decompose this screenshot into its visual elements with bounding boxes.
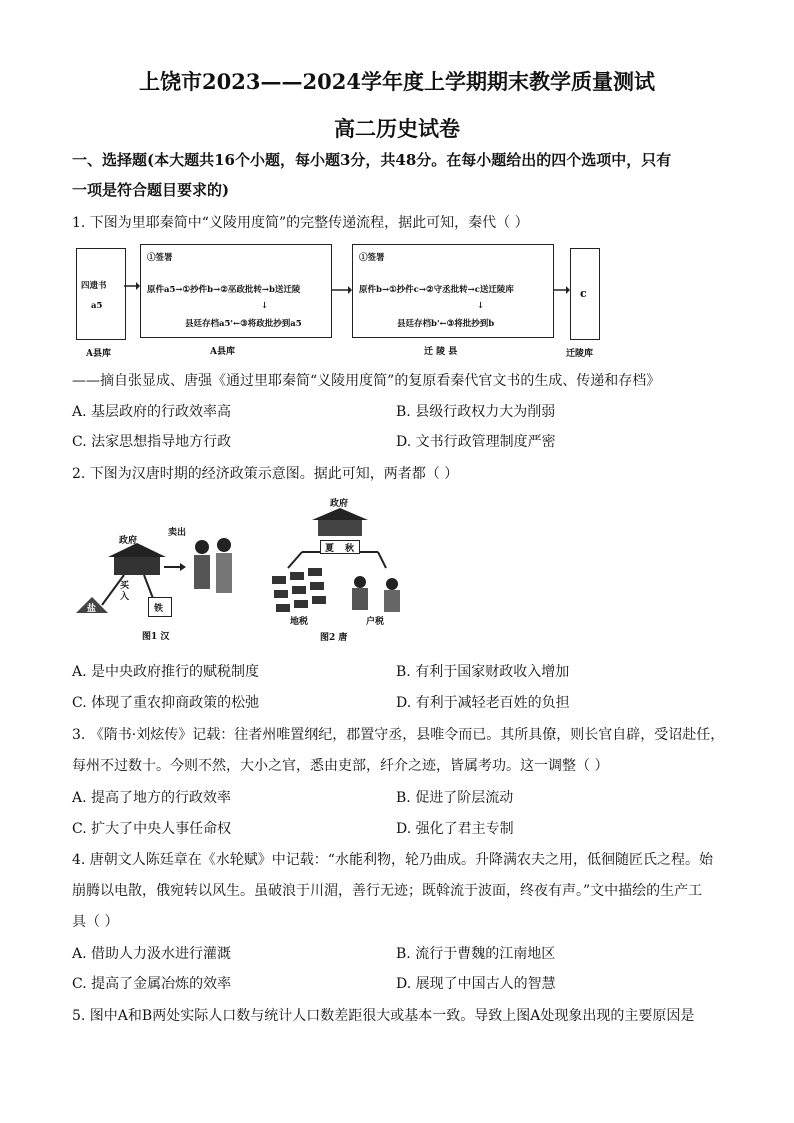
q3-stem-line2: 每州不过数十。今则不然，大小之官，悉由吏部，纤介之迹，皆属考功。这一调整（ ） — [72, 758, 609, 774]
box-c — [570, 248, 600, 340]
han-caption: 图1 汉 — [142, 632, 170, 642]
han-sell-label: 卖出 — [168, 528, 187, 538]
q1-option-c[interactable]: C. 法家思想指导地方行政 — [72, 434, 232, 450]
q3-option-d[interactable]: D. 强化了君主专制 — [396, 821, 514, 837]
tang-land-tax-label: 地税 — [290, 617, 309, 627]
q3-option-c[interactable]: C. 扩大了中央人事任命权 — [72, 821, 232, 837]
q4-option-d[interactable]: D. 展现了中国古人的智慧 — [396, 976, 556, 992]
q1-option-b[interactable]: B. 县级行政权力大为削弱 — [396, 404, 556, 420]
q3-option-a[interactable]: A. 提高了地方的行政效率 — [72, 790, 232, 806]
q2-option-c[interactable]: C. 体现了重农抑商政策的松弛 — [72, 695, 260, 711]
q4-option-b[interactable]: B. 流行于曹魏的江南地区 — [396, 946, 556, 962]
box-c-label: c — [580, 287, 587, 300]
a-flow: 原件a5→①抄件b→②巫政批转→b送迁陵 — [147, 285, 301, 295]
tang-summer-label: 夏 — [325, 544, 335, 554]
q2-option-a[interactable]: A. 是中央政府推行的赋税制度 — [72, 664, 260, 680]
q3-stem-line1: 3. 《隋书·刘炫传》记载：往者州唯置纲纪，郡置守丞，县唯令而已。其所具僚，则长官自辟，受诏赴任， — [72, 727, 725, 743]
han-illustration — [72, 505, 262, 645]
label-a-repo: A县库 — [86, 349, 111, 359]
box-a-county — [140, 244, 332, 338]
label-qianling-county: 迁 陵 县 — [424, 347, 458, 357]
arrow-right-icon — [332, 284, 352, 296]
q1-source: ——摘自张显成、唐强《通过里耶秦简“义陵用度简”的复原看秦代官文书的生成、传递和存档》 — [72, 373, 661, 389]
box1-line2: a5 — [91, 301, 103, 311]
q1-flow-diagram — [72, 240, 612, 362]
box1-line1: 四遗书 — [81, 281, 107, 291]
tang-caption: 图2 唐 — [320, 633, 348, 643]
q2-option-b[interactable]: B. 有利于国家财政收入增加 — [396, 664, 570, 680]
b-sign: ①签署 — [359, 253, 385, 263]
q3-option-b[interactable]: B. 促进了阶层流动 — [396, 790, 514, 806]
tang-autumn-label: 秋 — [345, 544, 355, 554]
a-archive: 县廷存档a5'←③将政批抄到a5 — [185, 319, 302, 329]
han-buy-label: 买入 — [120, 581, 130, 602]
q1-option-d[interactable]: D. 文书行政管理制度严密 — [396, 434, 556, 450]
q5-stem-line1: 5. 图中A和B两处实际人口数与统计人口数差距很大或基本一致。导致上图A处现象出现的主要原因是 — [72, 1008, 695, 1024]
a-arrow-down-icon: ↓ — [261, 301, 269, 311]
b-archive: 县廷存档b'←③将批抄到b — [397, 319, 495, 329]
han-iron-label: 铁 — [154, 604, 164, 614]
tang-household-tax-label: 户税 — [366, 617, 385, 627]
q1-option-a[interactable]: A. 基层政府的行政效率高 — [72, 404, 232, 420]
b-arrow-down-icon: ↓ — [477, 301, 485, 311]
q4-stem-line3: 具（ ） — [72, 914, 119, 930]
han-iron-box — [148, 597, 172, 617]
han-gov-label: 政府 — [119, 536, 138, 546]
q2-figure-han — [72, 505, 262, 645]
q1-stem: 1. 下图为里耶秦简中“义陵用度简”的完整传递流程，据此可知，秦代（ ） — [72, 215, 529, 231]
b-flow: 原件b→①抄件c→②守丞批转→c送迁陵库 — [359, 285, 514, 295]
exam-subtitle: 高二历史试卷 — [334, 116, 460, 141]
tang-tax-box — [320, 540, 360, 554]
q2-figure-tang — [268, 496, 418, 644]
exam-title: 上饶市2023——2024学年度上学期期末教学质量测试 — [139, 69, 655, 94]
q4-option-a[interactable]: A. 借助人力汲水进行灌溉 — [72, 946, 232, 962]
a-sign: ①签署 — [147, 253, 173, 263]
tang-gov-label: 政府 — [330, 499, 349, 509]
q4-option-c[interactable]: C. 提高了金属冶炼的效率 — [72, 976, 232, 992]
arrow-right-icon — [124, 280, 140, 292]
box-origin-document — [76, 248, 126, 340]
label-a-county: A县库 — [210, 347, 235, 357]
arrow-right-icon — [554, 284, 570, 296]
label-qianling-repo: 迁陵库 — [566, 349, 594, 359]
box-qianling-county — [352, 244, 554, 338]
section-heading-line1: 一、选择题(本大题共16个小题，每小题3分，共48分。在每小题给出的四个选项中，只有 — [72, 151, 672, 169]
q4-stem-line2: 崩腾以电散，俄宛转以风生。虽破浪于川湄，善行无迹；既斡流于波面，终夜有声。”文中描绘的生产工 — [72, 883, 703, 899]
q4-stem-line1: 4. 唐朝文人陈廷章在《水轮赋》中记载：“水能利物，轮乃曲成。升降满农夫之用，低徊随匠氏之程。始 — [72, 852, 713, 868]
section-heading-line2: 一项是符合题目要求的) — [72, 181, 230, 199]
han-salt-label: 盐 — [87, 604, 97, 614]
q2-stem: 2. 下图为汉唐时期的经济政策示意图。据此可知，两者都（ ） — [72, 466, 459, 482]
q2-option-d[interactable]: D. 有利于减轻老百姓的负担 — [396, 695, 570, 711]
